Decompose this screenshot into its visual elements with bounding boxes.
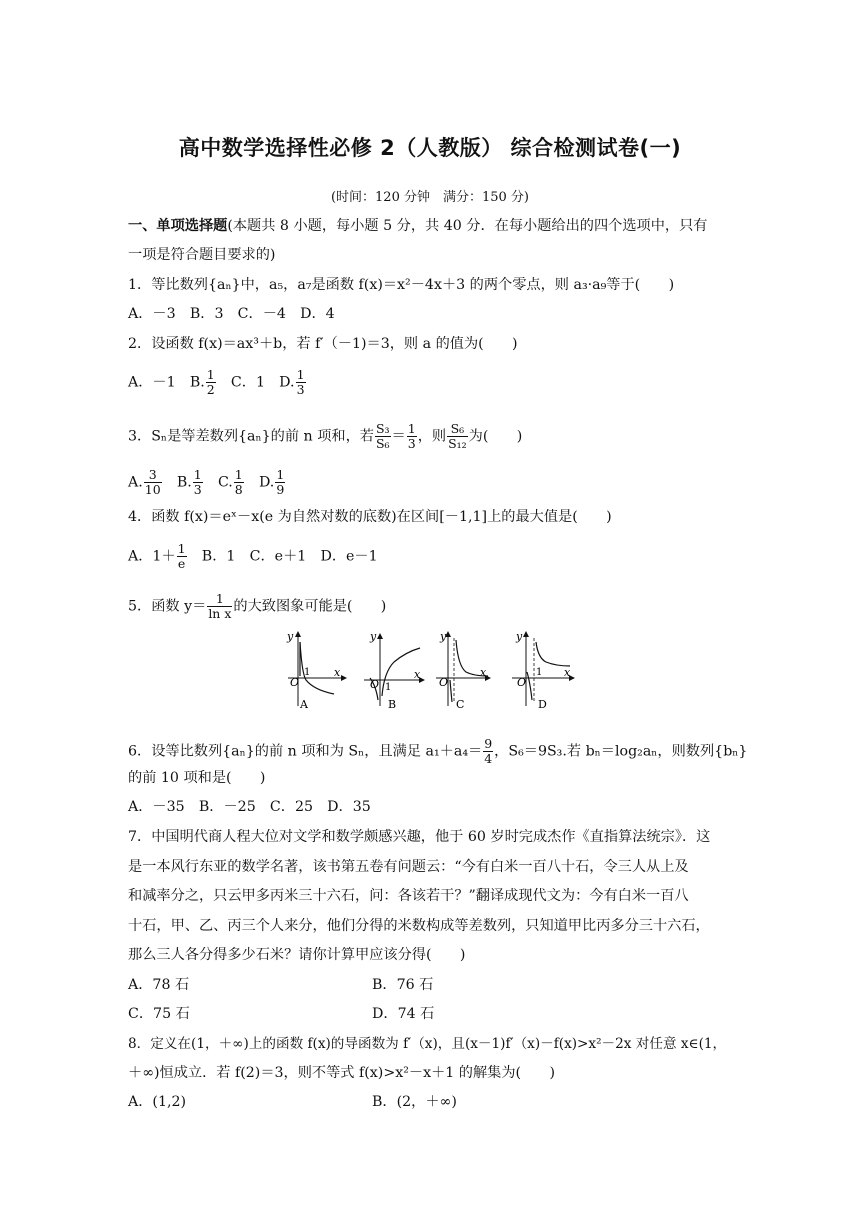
q3-d-den: 9	[276, 482, 285, 497]
q1-stem: 1．等比数列{aₙ}中，a₅，a₇是函数 f(x)＝x²－4x＋3 的两个零点，则 a₃·a₉等于( )	[128, 277, 675, 293]
q3-b-num: 1	[193, 467, 202, 482]
q3-a-den: 10	[144, 482, 161, 497]
q4-opt-a: A．1＋	[128, 548, 176, 565]
q3-frac-3	[447, 422, 468, 451]
q3-frac-c	[234, 468, 244, 497]
q5-d-y: y	[516, 630, 523, 643]
q7-opt-d: D．74 石	[372, 1006, 435, 1022]
q3-b-label: B.	[162, 474, 192, 491]
section-heading: 一、单项选择题	[128, 218, 228, 234]
q3-f2-num: 1	[407, 421, 416, 436]
q3-c-label: C.	[203, 474, 233, 491]
q6-f-den: 4	[484, 751, 493, 766]
q6-frac	[483, 737, 493, 766]
q2-opt-a: A．－1 B.	[128, 374, 205, 391]
q3-b-den: 3	[193, 482, 202, 497]
q3-f3-num: S₆	[447, 422, 468, 437]
q5-graph-options	[284, 628, 584, 712]
q5-c-x: x	[480, 666, 487, 679]
q5-graph-b	[364, 630, 424, 711]
q3-d-num: 1	[276, 467, 285, 482]
q2-frac-d	[296, 368, 306, 397]
exam-info: (时间：120 分钟 满分：150 分)	[330, 190, 530, 205]
q5-a-x: x	[334, 666, 341, 679]
q2-options	[128, 368, 307, 397]
q8-line-1: 8．定义在(1，＋∞)上的函数 f(x)的导函数为 f′（x)，且(x－1)f′（x)－f(x)>x²－2x 对任意 x∈(1，	[128, 1036, 727, 1052]
q7-line-4: 十石，甲、乙、丙三个人来分，他们分得的米数构成等差数列，只知道甲比丙多分三十六石，	[128, 918, 710, 934]
q3-c-den: 8	[234, 482, 243, 497]
q4-frac-a	[177, 542, 187, 571]
q3-frac-a	[144, 468, 162, 497]
q5-b-one: 1	[385, 682, 392, 693]
q3-f2-den: 3	[407, 436, 416, 451]
q6-f-num: 9	[484, 736, 493, 751]
q5-b-x: x	[414, 668, 421, 681]
q7-line-5: 那么三人各分得多少石米？请你计算甲应该分得( )	[128, 947, 466, 963]
q5-label-c: C	[456, 698, 465, 711]
q8-opt-b: B．(2，＋∞)	[372, 1094, 457, 1110]
section-intro-b: 一项是符合题目要求的)	[128, 247, 276, 263]
q6-stem-2: 的前 10 项和是( )	[128, 770, 266, 786]
q5-b-origin: O	[370, 678, 380, 691]
q3-options	[128, 468, 286, 497]
q5-d-origin: O	[517, 676, 527, 689]
q4-opt-rest: B．1 C．e＋1 D．e－1	[187, 548, 378, 565]
q8-line-2: ＋∞)恒成立．若 f(2)＝3，则不等式 f(x)>x²－x＋1 的解集为( )	[128, 1065, 556, 1081]
q3-pre: 3．Sₙ是等差数列{aₙ}的前 n 项和，若	[128, 428, 374, 445]
q6-options: A．－35 B．－25 C．25 D．35	[128, 799, 371, 815]
q5-graph-c	[436, 630, 490, 711]
q3-f1-num: S₃	[375, 421, 390, 436]
q7-opt-c: C．75 石	[128, 1006, 190, 1022]
q5-graph-a	[286, 630, 346, 711]
q7-line-1: 7．中国明代商人程大位对文学和数学颇感兴趣，他于 60 岁时完成杰作《直指算法统宗》．这	[128, 829, 711, 845]
q2-opt-c: C．1 D.	[216, 374, 295, 391]
q2-frac-b	[206, 368, 216, 397]
q5-label-a: A	[300, 698, 308, 711]
q4-a-den: e	[177, 556, 186, 571]
q5-a-origin: O	[290, 676, 300, 689]
q5-graph-d	[512, 630, 574, 711]
q5-pre: 5．函数 y＝	[128, 598, 207, 615]
q3-frac-2	[407, 422, 417, 451]
q6-post: ，S₆＝9S₃.若 bₙ＝log₂aₙ，则数列{bₙ}	[494, 743, 748, 760]
q5-f-num: 1	[207, 592, 232, 607]
q3-a-num: 3	[144, 468, 162, 483]
q3-frac-b	[193, 468, 203, 497]
q5-a-one: 1	[304, 667, 311, 678]
q6-pre: 6．设等比数列{aₙ}的前 n 项和为 Sₙ，且满足 a₁＋a₄＝	[128, 743, 483, 760]
q2-b-num: 1	[206, 367, 215, 382]
q2-d-den: 3	[296, 382, 305, 397]
q5-label-d: D	[538, 698, 547, 711]
q4-stem: 4．函数 f(x)＝eˣ－x(e 为自然对数的底数)在区间[－1,1]上的最大值是( )	[128, 509, 612, 525]
q2-d-num: 1	[296, 367, 305, 382]
q5-c-y: y	[440, 630, 447, 643]
q5-post: 的大致图象可能是( )	[233, 598, 387, 615]
q5-label-b: B	[388, 698, 397, 711]
q3-f3-den: S₁₂	[448, 436, 467, 451]
q3-post: 为( )	[468, 428, 523, 445]
section-intro	[128, 216, 707, 236]
q5-b-y: y	[370, 630, 377, 643]
q3-stem	[128, 422, 522, 451]
q5-stem	[128, 592, 386, 621]
q4-options	[128, 542, 378, 571]
q3-eq: ＝	[391, 428, 406, 445]
q3-d-label: D.	[244, 474, 275, 491]
q7-line-2: 是一本风行东亚的数学名著，该书第五卷有问题云：“今有白米一百八十石，令三人从上及	[128, 859, 689, 875]
q3-frac-1	[375, 422, 391, 451]
q4-a-num: 1	[177, 541, 186, 556]
q3-c-num: 1	[234, 467, 243, 482]
q3-f1-den: S₆	[375, 436, 390, 451]
q5-a-y: y	[287, 630, 294, 643]
q2-stem: 2．设函数 f(x)＝ax³＋b，若 f′（－1)＝3，则 a 的值为( )	[128, 336, 518, 352]
q1-options: A．－3 B．3 C．－4 D．4	[128, 306, 335, 322]
page-title: 高中数学选择性必修 2（人教版） 综合检测试卷(一)	[178, 136, 682, 160]
q8-opt-a: A．(1,2)	[128, 1094, 187, 1110]
q6-stem	[128, 737, 747, 766]
q7-options-row1	[128, 975, 434, 995]
q5-c-origin: O	[439, 676, 449, 689]
q5-frac	[207, 592, 232, 621]
q7-options-row2	[128, 1004, 435, 1024]
section-intro-a: (本题共 8 小题，每小题 5 分，共 40 分．在每小题给出的四个选项中，只有	[227, 218, 708, 234]
q8-options-row1	[128, 1092, 457, 1112]
q5-d-x: x	[564, 666, 571, 679]
q3-frac-d	[275, 468, 285, 497]
q5-f-den: ln x	[208, 606, 232, 621]
q3-mid: ，则	[417, 428, 447, 445]
q7-line-3: 和减率分之，只云甲多丙米三十六石，问：各该若干？”翻译成现代文为：今有白米一百八	[128, 888, 689, 904]
q5-d-one: 1	[536, 667, 543, 678]
q7-opt-a: A．78 石	[128, 977, 190, 993]
q3-a-label: A.	[128, 474, 143, 491]
q2-b-den: 2	[206, 382, 215, 397]
q7-opt-b: B．76 石	[372, 977, 434, 993]
